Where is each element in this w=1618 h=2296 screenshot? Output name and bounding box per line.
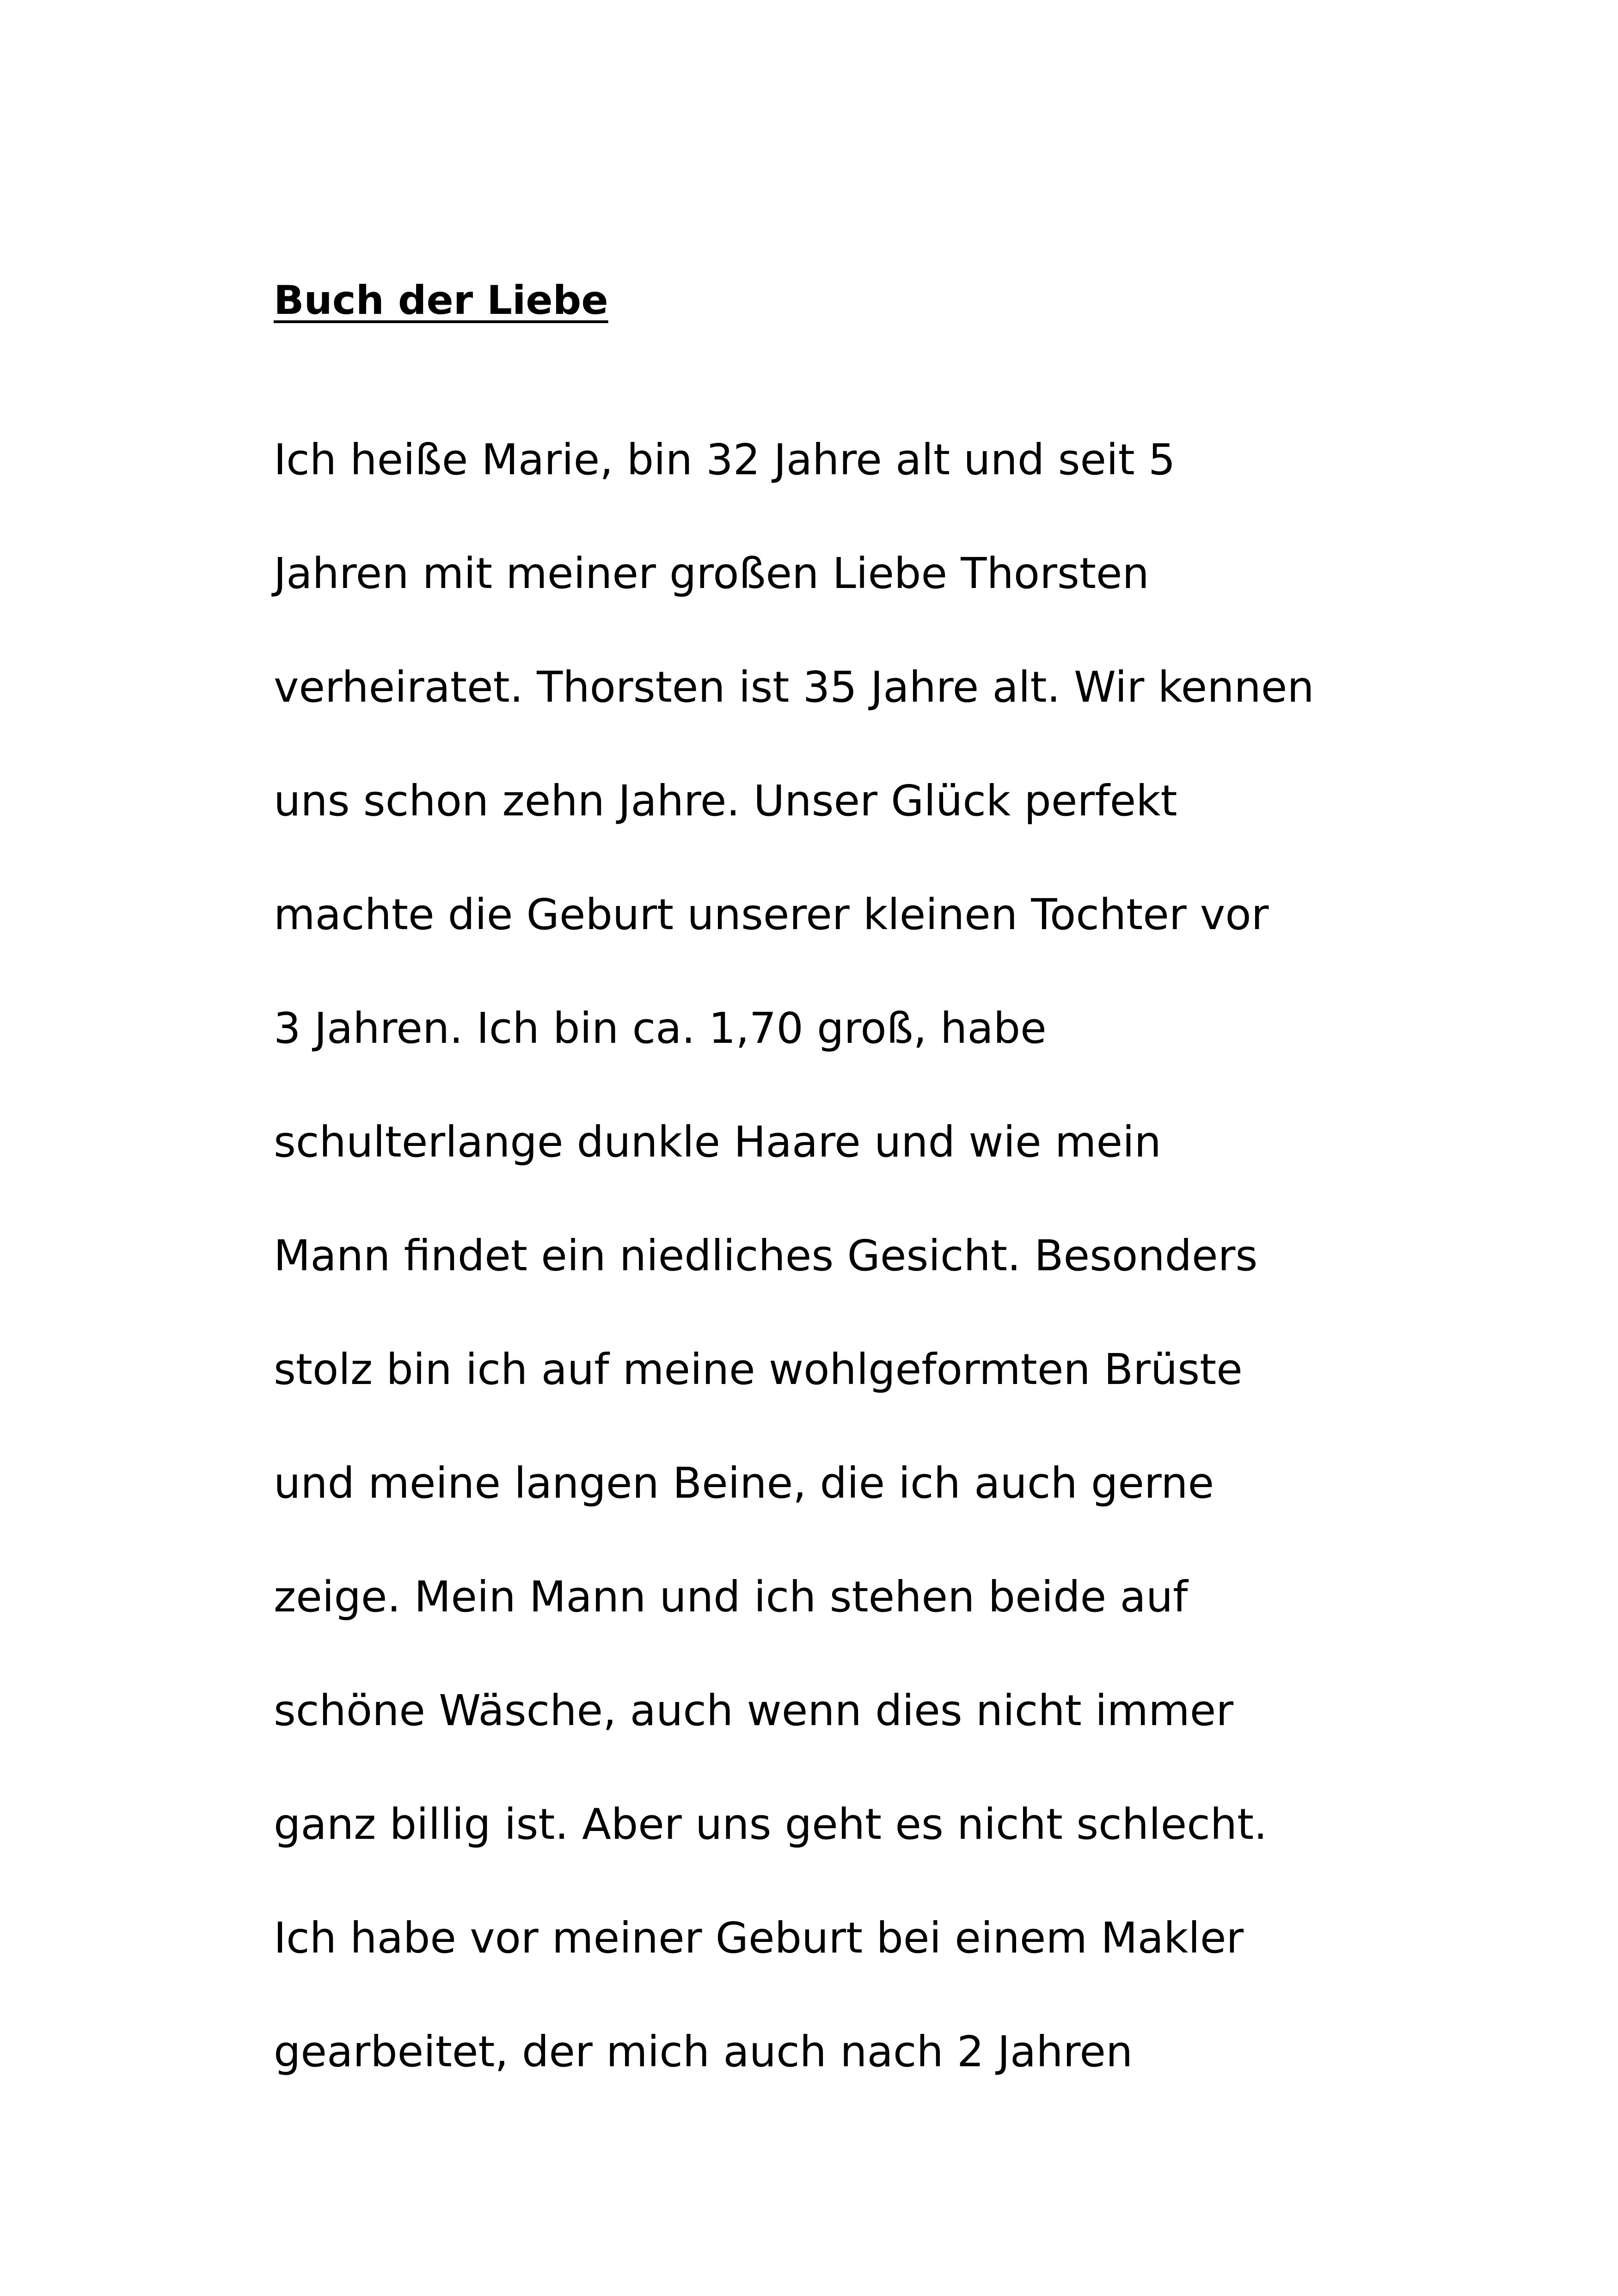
text-line: zeige. Mein Mann und ich stehen beide auf xyxy=(274,1572,1188,1622)
text-line: stolz bin ich auf meine wohlgeformten Brüste xyxy=(274,1345,1243,1394)
body-text xyxy=(274,430,1476,2136)
text-line: verheiratet. Thorsten ist 35 Jahre alt. Wir kennen xyxy=(274,662,1314,712)
text-line: Ich habe vor meiner Geburt bei einem Makler xyxy=(274,1913,1244,1963)
document-title: Buch der Liebe xyxy=(274,277,608,324)
text-line: Jahren mit meiner großen Liebe Thorsten xyxy=(274,549,1149,598)
text-line: Mann findet ein niedliches Gesicht. Besonders xyxy=(274,1231,1258,1280)
text-line: ganz billig ist. Aber uns geht es nicht schlecht. xyxy=(274,1800,1268,1849)
text-line: schöne Wäsche, auch wenn dies nicht immer xyxy=(274,1686,1234,1735)
text-line: und meine langen Beine, die ich auch gerne xyxy=(274,1458,1214,1508)
text-line: machte die Geburt unserer kleinen Tochter vor xyxy=(274,890,1269,939)
text-line: 3 Jahren. Ich bin ca. 1,70 groß, habe xyxy=(274,1004,1047,1053)
text-line: uns schon zehn Jahre. Unser Glück perfekt xyxy=(274,776,1177,826)
text-line: Ich heiße Marie, bin 32 Jahre alt und seit 5 xyxy=(274,435,1176,484)
text-line: schulterlange dunkle Haare und wie mein xyxy=(274,1117,1161,1167)
text-line: gearbeitet, der mich auch nach 2 Jahren xyxy=(274,2027,1133,2076)
